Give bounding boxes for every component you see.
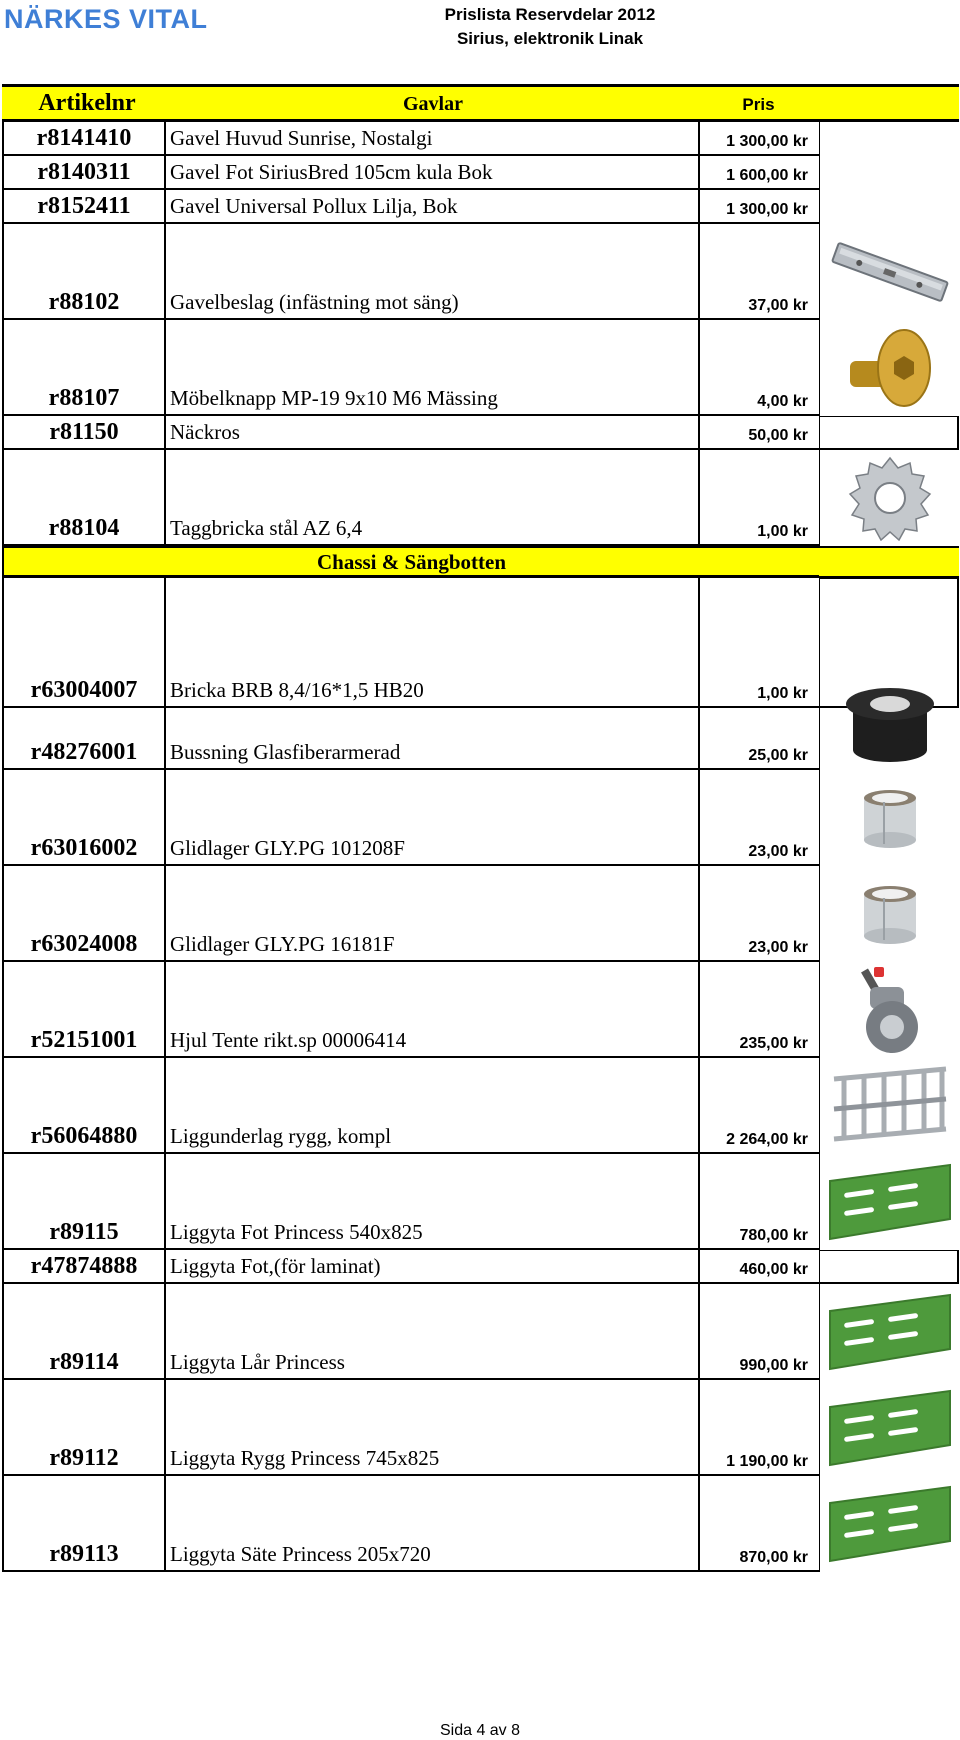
item-description: Gavel Universal Pollux Lilja, Bok	[164, 190, 698, 224]
item-price: 990,00 kr	[698, 1284, 819, 1380]
item-description: Bricka BRB 8,4/16*1,5 HB20	[164, 578, 698, 708]
row-divider	[2, 1570, 819, 1572]
table-row	[2, 770, 959, 866]
article-number: r8140311	[2, 156, 164, 190]
table-row	[2, 450, 959, 546]
article-number: r89113	[2, 1476, 164, 1572]
item-price: 23,00 kr	[698, 866, 819, 962]
doc-subtitle: Sirius, elektronik Linak	[456, 29, 644, 48]
plate-icon	[819, 1380, 959, 1476]
washer-icon	[819, 450, 959, 546]
item-price: 2 264,00 kr	[698, 1058, 819, 1154]
article-number: r88102	[2, 224, 164, 320]
item-description: Gavelbeslag (infästning mot säng)	[164, 224, 698, 320]
frame-icon	[819, 1058, 959, 1154]
item-description: Glidlager GLY.PG 16181F	[164, 866, 698, 962]
article-number: r88107	[2, 320, 164, 416]
header-price: Pris	[742, 95, 775, 114]
table-row	[2, 866, 959, 962]
bearing-icon	[819, 866, 959, 962]
item-description: Liggyta Fot Princess 540x825	[164, 1154, 698, 1250]
empty-image-cell	[819, 156, 959, 190]
article-number: r47874888	[2, 1250, 164, 1284]
item-price: 4,00 kr	[698, 320, 819, 416]
item-description: Liggyta Lår Princess	[164, 1284, 698, 1380]
plate-icon	[819, 1284, 959, 1380]
empty-image-cell	[819, 416, 959, 450]
table-row	[2, 156, 959, 190]
item-price: 50,00 kr	[698, 416, 819, 450]
article-number: r88104	[2, 450, 164, 546]
article-number: r48276001	[2, 674, 164, 770]
item-price: 1 300,00 kr	[698, 190, 819, 224]
article-number: r63016002	[2, 770, 164, 866]
knob-icon	[819, 320, 959, 416]
article-number: r81150	[2, 416, 164, 450]
bushing-icon	[819, 674, 959, 770]
article-number: r8152411	[2, 190, 164, 224]
item-price: 1 190,00 kr	[698, 1380, 819, 1476]
article-number: r89115	[2, 1154, 164, 1250]
empty-image-cell	[819, 190, 959, 224]
item-price: 37,00 kr	[698, 224, 819, 320]
article-number: r8141410	[2, 122, 164, 156]
section-bar-extension	[819, 546, 959, 578]
empty-image-cell	[819, 1250, 959, 1284]
table-row	[2, 674, 959, 770]
table-row	[2, 962, 959, 1058]
empty-image-cell	[819, 122, 959, 156]
plate-icon	[819, 1154, 959, 1250]
item-description: Gavel Huvud Sunrise, Nostalgi	[164, 122, 698, 156]
article-number: r89114	[2, 1284, 164, 1380]
article-number: r56064880	[2, 1058, 164, 1154]
item-description: Hjul Tente rikt.sp 00006414	[164, 962, 698, 1058]
item-description: Liggunderlag rygg, kompl	[164, 1058, 698, 1154]
item-description: Bussning Glasfiberarmerad	[164, 674, 698, 770]
item-price: 460,00 kr	[698, 1250, 819, 1284]
table-row	[2, 1250, 959, 1284]
item-description: Möbelknapp MP-19 9x10 M6 Mässing	[164, 320, 698, 416]
table-row	[2, 1284, 959, 1380]
table-row	[2, 416, 959, 450]
item-description: Liggyta Fot,(för laminat)	[164, 1250, 698, 1284]
item-price: 23,00 kr	[698, 770, 819, 866]
table-header	[2, 84, 959, 122]
table-row	[2, 320, 959, 416]
item-price: 780,00 kr	[698, 1154, 819, 1250]
header-description: Gavlar	[403, 93, 463, 115]
table-row	[2, 1154, 959, 1250]
bracket-icon	[819, 224, 959, 320]
item-description: Gavel Fot SiriusBred 105cm kula Bok	[164, 156, 698, 190]
table-row	[2, 1476, 959, 1572]
page-footer: Sida 4 av 8	[439, 1722, 521, 1739]
item-price: 1,00 kr	[698, 578, 819, 708]
table-row	[2, 190, 959, 224]
article-number: r89112	[2, 1380, 164, 1476]
item-price: 1,00 kr	[698, 450, 819, 546]
item-price: 1 600,00 kr	[698, 156, 819, 190]
item-price: 235,00 kr	[698, 962, 819, 1058]
wheel-icon	[819, 962, 959, 1058]
article-number: r52151001	[2, 962, 164, 1058]
doc-title: Prislista Reservdelar 2012	[444, 5, 656, 24]
article-number: r63004007	[2, 578, 164, 708]
brand-logo: NÄRKES VITAL	[4, 4, 208, 34]
item-description: Liggyta Rygg Princess 745x825	[164, 1380, 698, 1476]
item-price: 25,00 kr	[698, 674, 819, 770]
section-title: Chassi & Sängbotten	[2, 546, 819, 578]
item-price: 1 300,00 kr	[698, 122, 819, 156]
table-row	[2, 122, 959, 156]
header-article: Artikelnr	[38, 90, 136, 116]
article-number: r63024008	[2, 866, 164, 962]
bearing-icon	[819, 770, 959, 866]
item-description: Glidlager GLY.PG 101208F	[164, 770, 698, 866]
item-description: Taggbricka stål AZ 6,4	[164, 450, 698, 546]
item-description: Liggyta Säte Princess 205x720	[164, 1476, 698, 1572]
item-price: 870,00 kr	[698, 1476, 819, 1572]
table-row	[2, 1380, 959, 1476]
table-row	[2, 1058, 959, 1154]
table-row	[2, 224, 959, 320]
plate-icon	[819, 1476, 959, 1572]
item-description: Näckros	[164, 416, 698, 450]
